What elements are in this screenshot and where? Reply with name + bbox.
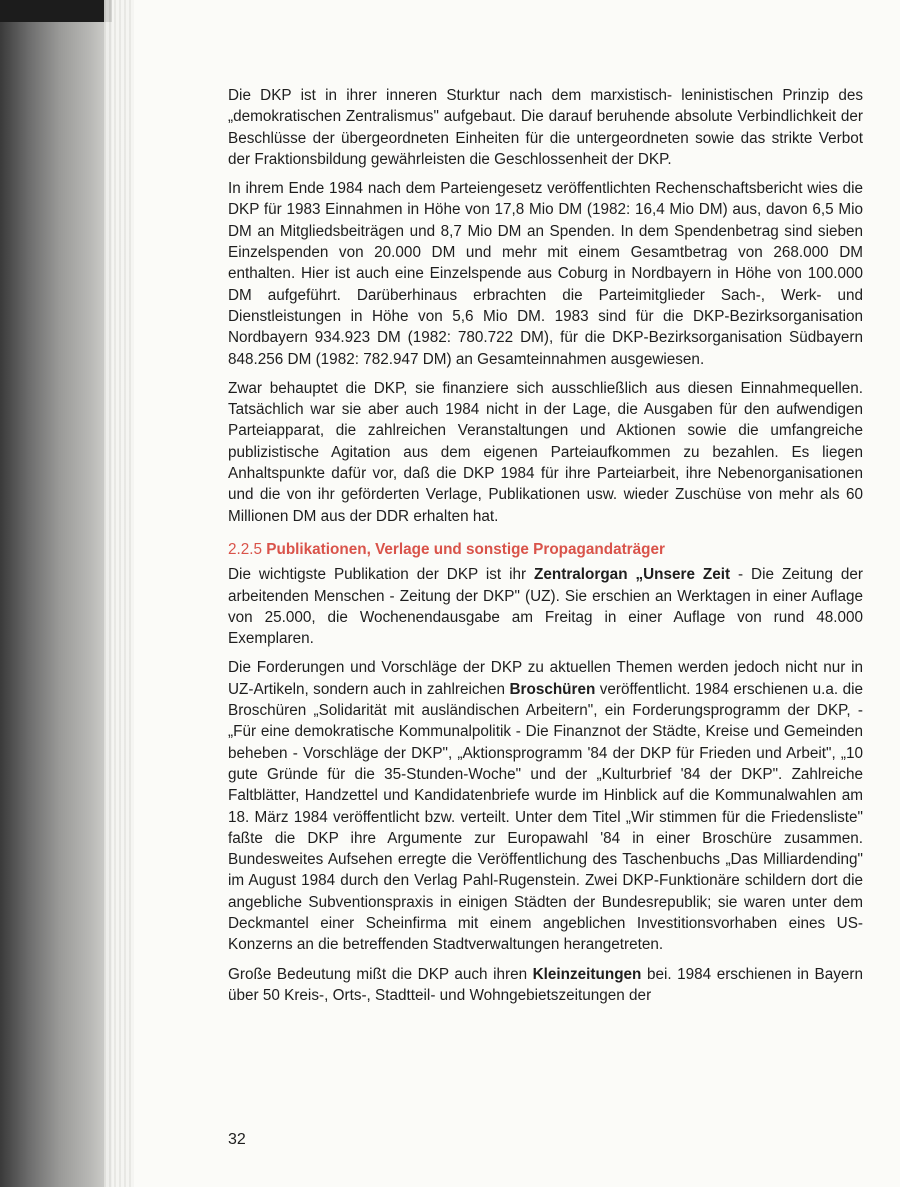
paragraph <box>228 964 863 1007</box>
book-spine-shadow <box>0 0 112 1187</box>
paragraph-text: bei. 1984 erschienen in Bayern über 50 Kreis-, Orts-, Stadtteil- und Wohngebietszeitungen der <box>228 965 863 1004</box>
section-after-heading <box>228 564 863 1006</box>
paragraph <box>228 564 863 649</box>
paragraph-text: Die wichtigste Publikation der DKP ist ihr <box>228 566 535 584</box>
page-edges <box>104 0 134 1187</box>
section-before-heading <box>228 85 863 527</box>
paragraph-text: Die Forderungen und Vorschläge der DKP zu aktuellen Themen werden jedoch nicht nur in UZ-Artikeln, sondern auch in zahlreichen <box>228 659 863 698</box>
paragraph-text: Zwar behauptet die DKP, sie finanziere sich ausschließlich aus diesen Einnahmequellen. Tatsächlich war sie aber auch 1984 nicht in der Lage, die Ausgaben für den aufwendigen Parteiapparat, die zahlreichen Veranstaltungen und Aktionen sowie die umfangreiche publizistische Agitation aus dem eigenen Parteiaufkommen zu bezahlen. Es liegen Anhaltspunkte dafür vor, daß die DKP 1984 für ihre Parteiarbeit, ihre Nebenorganisationen und die von ihr geförderten Verlage, Publikationen usw. wieder Zuschüse von mehr als 60 Millionen DM aus der DDR erhalten hat. <box>228 379 863 525</box>
paragraph-text: - Die Zeitung der arbeitenden Menschen - Zeitung der DKP" (UZ). Sie erschien an Werktagen in einer Auflage von 25.000, die Wochenendausgabe am Freitag in einer Auflage von rund 48.000 Exemplaren. <box>228 566 864 648</box>
paragraph-text: In ihrem Ende 1984 nach dem Parteiengesetz veröffentlichten Rechenschaftsbericht wies die DKP für 1983 Einnahmen in Höhe von 17,8 Mio DM (1982: 16,4 Mio DM) aus, davon 6,5 Mio DM an Mitgliedsbeiträgen und 8,7 Mio DM an Spenden. In dem Spendenbetrag sind sieben Einzelspenden von 20.000 DM und mehr mit einem Gesamtbetrag von 268.000 DM enthalten. Hier ist auch eine Einzelspende aus Coburg in Nordbayern in Höhe von 100.000 DM aufgeführt. Darüberhinaus erbrachten die Parteimitglieder Sach-, Werk- und Dienstleistungen in Höhe von 5,6 Mio DM. 1983 sind für die DKP-Bezirksorganisation Nordbayern 934.923 DM (1982: 780.722 DM), für die DKP-Bezirksorganisation Südbayern 848.256 DM (1982: 782.947 DM) an Gesamteinnahmen ausgewiesen. <box>228 180 863 368</box>
paragraph <box>228 378 863 527</box>
paragraph-text: Die DKP ist in ihrer inneren Sturktur nach dem marxistisch- leninistischen Prinzip des „demokratischen Zentralismus" aufgebaut. Die darauf beruhende absolute Verbindlichkeit der Beschlüsse der übergeordneten Einheiten für die untergeordneten sowie das strikte Verbot der Fraktionsbildung gewährleisten die Geschlossenheit der DKP. <box>228 87 863 168</box>
bold-term: Kleinzeitungen <box>532 965 642 983</box>
bold-term: Broschüren <box>509 680 596 698</box>
section-heading <box>228 539 863 560</box>
paragraph <box>228 85 863 170</box>
section-number: 2.2.5 <box>228 540 263 558</box>
bold-term: Zentralorgan „Unsere Zeit <box>534 566 731 584</box>
book-spine-top <box>0 0 112 22</box>
section-title: Publikationen, Verlage und sonstige Propagandaträger <box>266 540 665 558</box>
paragraph-text: veröffentlicht. 1984 erschienen u.a. die Broschüren „Solidarität mit ausländischen Arbeitern", ein Forderungsprogramm der DKP, - „Für eine demokratische Kommunalpolitik - Die Finanznot der Städte, Kreise und Gemeinden beheben - Vorschläge der DKP", „Aktionsprogramm '84 der DKP für Frieden und Arbeit", „10 gute Gründe für die 35-Stunden-Woche" und der „Kulturbrief '84 der DKP". Zahlreiche Faltblätter, Handzettel und Kandidatenbriefe wurde im Hinblick auf die Kommunalwahlen am 18. März 1984 veröffentlicht bzw. verteilt. Unter dem Titel „Wir stimmen für die Friedensliste" faßte die DKP ihre Argumente zur Europawahl '84 in einer Broschüre zusammen. Bundesweites Aufsehen erregte die Veröffentlichung des Taschenbuchs „Das Milliardending" im August 1984 durch den Verlag Pahl-Rugenstein. Zwei DKP-Funktionäre schildern dort die angebliche Subventionspraxis in einigen Städten der Bundesrepublik; sie waren unter dem Deckmantel einer Scheinfirma mit einem angeblichen Investitionsvorhaben eines US-Konzerns an die betreffenden Stadtverwaltungen herangetreten. <box>228 680 863 954</box>
paragraph <box>228 178 863 370</box>
paragraph <box>228 657 863 955</box>
page-body <box>228 85 863 1014</box>
page-number: 32 <box>228 1131 246 1148</box>
paragraph-text: Große Bedeutung mißt die DKP auch ihren <box>228 965 533 983</box>
